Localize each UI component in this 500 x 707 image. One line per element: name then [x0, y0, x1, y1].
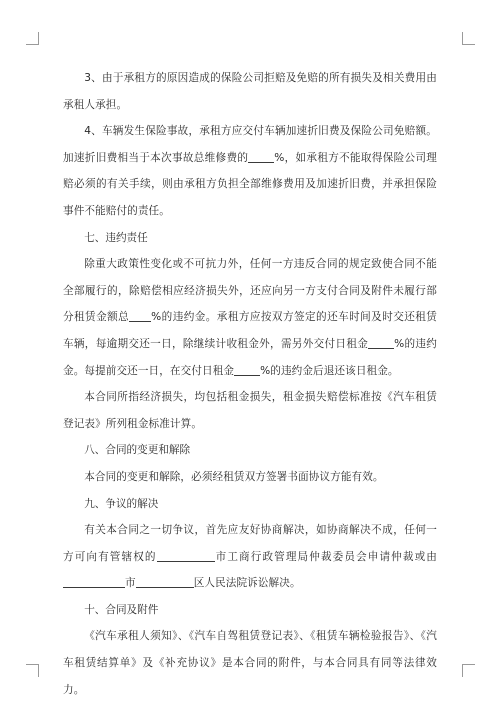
crop-mark-bottom-left [26, 664, 39, 677]
paragraph-amendment [63, 464, 437, 491]
paragraph-text: 市 [125, 577, 136, 590]
crop-mark-top-right [462, 32, 475, 45]
document-body [63, 65, 437, 703]
paragraph-dispute [63, 517, 437, 597]
crop-mark-top-left [26, 32, 39, 45]
paragraph-text: 本合同所指经济损失，均包括租金损失，租金损失赔偿标准按《汽车租赁登记表》所列租金标准计算。 [63, 391, 437, 430]
paragraph-economic-loss [63, 384, 437, 437]
paragraph-text: 除重大政策性变化或不可抗力外，任何一方违反合同的规定致使合同不能全部履行的，除赔偿相应经济损失外，还应向另一方支付合同及附件未履行部分租赁金额总 [63, 258, 437, 324]
paragraph-text: %的违约金后退还该日租金。 [260, 364, 399, 377]
fill-in-blank[interactable] [129, 310, 151, 322]
paragraph-breach-liability [63, 251, 437, 384]
paragraph-text: 3、由于承租方的原因造成的保险公司拒赔及免赔的所有损失及相关费用由承租人承担。 [63, 72, 437, 111]
crop-mark-bottom-right [462, 664, 475, 677]
paragraph-text: %的违约金。承租方应按双方签定的还车时间及时交还租赁车辆，每逾期交还一日，除继续计收租金外，需另外交付日租金 [63, 311, 437, 350]
section-heading-amendment: 八、合同的变更和解除 [84, 444, 191, 457]
paragraph-attachments [63, 623, 437, 703]
fill-in-blank[interactable] [248, 151, 274, 163]
section-heading-dispute: 九、争议的解决 [84, 497, 159, 510]
paragraph-text: 4、车辆发生保险事故，承租方应交付车辆加速折旧费及保险公司免赔额。加速折旧费相当于本次事故总维修费的 [63, 125, 437, 164]
paragraph-text: 市工商行政管理局仲裁委员会申请仲裁或由 [214, 550, 437, 563]
paragraph-clause-3 [63, 65, 437, 118]
paragraph-text: %，如承租方不能取得保险公司理赔必须的有关手续，则由承租方负担全部维修费用及加速折旧费，并承担保险事件不能赔付的责任。 [63, 151, 437, 217]
fill-in-blank[interactable] [234, 364, 260, 376]
fill-in-blank[interactable] [368, 337, 394, 349]
paragraph-text: 《汽车承租人须知》、《汽车自驾租赁登记表》、《租赁车辆检验报告》、《汽车租赁结算单》及《补充协议》是本合同的附件，与本合同具有同等法律效力。 [63, 630, 437, 696]
fill-in-blank[interactable] [63, 576, 125, 588]
fill-in-blank[interactable] [136, 576, 194, 588]
fill-in-blank[interactable] [157, 550, 215, 562]
paragraph-clause-4 [63, 118, 437, 224]
paragraph-text: 区人民法院诉讼解决。 [193, 577, 301, 590]
paragraph-text: 本合同的变更和解除，必须经租赁双方签署书面协议方能有效。 [84, 470, 384, 483]
paragraph-text: %的违约金。每提前交还一日，在交付日租金 [63, 337, 437, 377]
paragraph-text: 有关本合同之一切争议，首先应友好协商解决，如协商解决不成，任何一方可向有管辖权的 [63, 524, 437, 563]
section-heading-attachments: 十、合同及附件 [84, 603, 159, 616]
section-heading-breach: 七、违约责任 [84, 231, 148, 244]
